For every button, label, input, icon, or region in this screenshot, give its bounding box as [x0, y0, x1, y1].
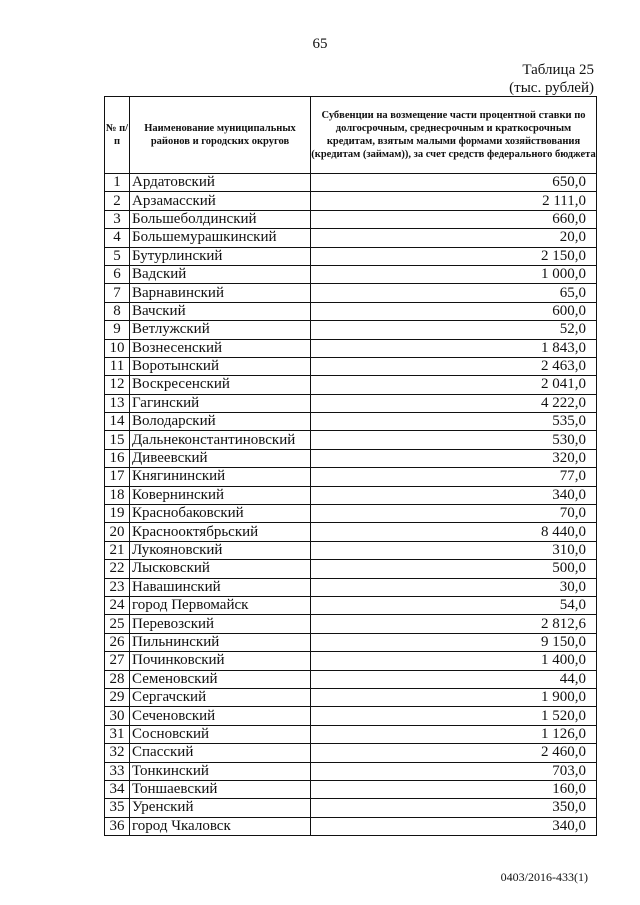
municipality-name: Вознесенский	[130, 339, 311, 357]
subsidy-value: 1 000,0	[311, 265, 597, 283]
row-number: 31	[105, 725, 130, 743]
table-label: Таблица 25	[522, 62, 594, 78]
subsidy-value: 44,0	[311, 670, 597, 688]
municipality-name: Навашинский	[130, 578, 311, 596]
table-row	[105, 780, 597, 798]
municipality-name: Сосновский	[130, 725, 311, 743]
municipality-name: Ардатовский	[130, 174, 311, 192]
row-number: 10	[105, 339, 130, 357]
row-number: 26	[105, 633, 130, 651]
table-row	[105, 725, 597, 743]
table-row	[105, 707, 597, 725]
header-subsidy: Субвенции на возмещение части процентной ставки по долгосрочным, среднесрочным и краткосрочным кредитам, взятым малыми формами хозяйствования (кредитам (займам)), за счет средств федерального бюджета	[311, 97, 597, 174]
table-row	[105, 615, 597, 633]
row-number: 17	[105, 468, 130, 486]
municipality-name: Большемурашкинский	[130, 229, 311, 247]
municipality-name: Вадский	[130, 265, 311, 283]
subsidy-value: 1 520,0	[311, 707, 597, 725]
municipality-name: Вачский	[130, 302, 311, 320]
table-row	[105, 670, 597, 688]
municipality-name: Варнавинский	[130, 284, 311, 302]
municipality-name: Ветлужский	[130, 321, 311, 339]
municipality-name: Сеченовский	[130, 707, 311, 725]
municipality-name: Краснобаковский	[130, 505, 311, 523]
municipality-name: Большеболдинский	[130, 210, 311, 228]
subsidy-value: 1 400,0	[311, 652, 597, 670]
row-number: 15	[105, 431, 130, 449]
table-row	[105, 210, 597, 228]
row-number: 1	[105, 174, 130, 192]
municipality-name: Уренский	[130, 799, 311, 817]
row-number: 7	[105, 284, 130, 302]
row-number: 3	[105, 210, 130, 228]
table-row	[105, 229, 597, 247]
subsidy-value: 340,0	[311, 486, 597, 504]
subsidy-value: 65,0	[311, 284, 597, 302]
table-row	[105, 578, 597, 596]
row-number: 22	[105, 560, 130, 578]
table-row	[105, 449, 597, 467]
municipality-name: Воротынский	[130, 357, 311, 375]
table-header-row	[105, 97, 597, 174]
subsidy-value: 703,0	[311, 762, 597, 780]
subsidy-value: 320,0	[311, 449, 597, 467]
row-number: 5	[105, 247, 130, 265]
row-number: 32	[105, 744, 130, 762]
header-municipality: Наименование муниципальных районов и городских округов	[130, 97, 311, 174]
header-number: № п/п	[105, 97, 130, 174]
subsidy-value: 20,0	[311, 229, 597, 247]
row-number: 16	[105, 449, 130, 467]
subsidy-value: 9 150,0	[311, 633, 597, 651]
municipality-name: Дивеевский	[130, 449, 311, 467]
municipality-name: город Первомайск	[130, 596, 311, 614]
municipality-name: город Чкаловск	[130, 817, 311, 835]
municipality-name: Дальнеконстантиновский	[130, 431, 311, 449]
municipality-name: Семеновский	[130, 670, 311, 688]
table-row	[105, 633, 597, 651]
municipality-name: Лысковский	[130, 560, 311, 578]
table-row	[105, 486, 597, 504]
row-number: 28	[105, 670, 130, 688]
units-label: (тыс. рублей)	[509, 80, 594, 96]
table-row	[105, 688, 597, 706]
subsidy-value: 2 041,0	[311, 376, 597, 394]
table-row	[105, 468, 597, 486]
table-row	[105, 339, 597, 357]
subsidy-value: 1 900,0	[311, 688, 597, 706]
table-row	[105, 652, 597, 670]
table-row	[105, 817, 597, 835]
municipality-name: Лукояновский	[130, 541, 311, 559]
subsidy-table	[104, 96, 597, 836]
table-row	[105, 357, 597, 375]
row-number: 4	[105, 229, 130, 247]
page-number: 65	[312, 36, 328, 52]
subsidy-value: 535,0	[311, 413, 597, 431]
row-number: 36	[105, 817, 130, 835]
table-row	[105, 284, 597, 302]
row-number: 24	[105, 596, 130, 614]
row-number: 33	[105, 762, 130, 780]
table-row	[105, 413, 597, 431]
table-row	[105, 762, 597, 780]
subsidy-value: 1 126,0	[311, 725, 597, 743]
table-row	[105, 321, 597, 339]
row-number: 19	[105, 505, 130, 523]
subsidy-value: 650,0	[311, 174, 597, 192]
subsidy-value: 600,0	[311, 302, 597, 320]
table-row	[105, 192, 597, 210]
row-number: 23	[105, 578, 130, 596]
municipality-name: Пильнинский	[130, 633, 311, 651]
row-number: 6	[105, 265, 130, 283]
document-code: 0403/2016-433(1)	[500, 870, 588, 884]
row-number: 14	[105, 413, 130, 431]
table-row	[105, 523, 597, 541]
municipality-name: Гагинский	[130, 394, 311, 412]
municipality-name: Володарский	[130, 413, 311, 431]
table-row	[105, 744, 597, 762]
subsidy-value: 500,0	[311, 560, 597, 578]
table-row	[105, 376, 597, 394]
table-row	[105, 799, 597, 817]
subsidy-value: 660,0	[311, 210, 597, 228]
municipality-name: Починковский	[130, 652, 311, 670]
row-number: 13	[105, 394, 130, 412]
row-number: 18	[105, 486, 130, 504]
municipality-name: Воскресенский	[130, 376, 311, 394]
table-row	[105, 560, 597, 578]
subsidy-value: 2 463,0	[311, 357, 597, 375]
municipality-name: Краснооктябрьский	[130, 523, 311, 541]
municipality-name: Тоншаевский	[130, 780, 311, 798]
row-number: 11	[105, 357, 130, 375]
table-row	[105, 541, 597, 559]
row-number: 30	[105, 707, 130, 725]
subsidy-value: 8 440,0	[311, 523, 597, 541]
row-number: 25	[105, 615, 130, 633]
subsidy-value: 340,0	[311, 817, 597, 835]
municipality-name: Бутурлинский	[130, 247, 311, 265]
subsidy-value: 2 460,0	[311, 744, 597, 762]
table-row	[105, 431, 597, 449]
municipality-name: Княгининский	[130, 468, 311, 486]
table-row	[105, 174, 597, 192]
table-body	[105, 174, 597, 836]
row-number: 8	[105, 302, 130, 320]
subsidy-value: 52,0	[311, 321, 597, 339]
municipality-name: Ковернинский	[130, 486, 311, 504]
municipality-name: Тонкинский	[130, 762, 311, 780]
row-number: 34	[105, 780, 130, 798]
subsidy-value: 1 843,0	[311, 339, 597, 357]
table-row	[105, 247, 597, 265]
subsidy-value: 350,0	[311, 799, 597, 817]
table-row	[105, 505, 597, 523]
municipality-name: Перевозский	[130, 615, 311, 633]
subsidy-value: 160,0	[311, 780, 597, 798]
table-row	[105, 302, 597, 320]
subsidy-value: 2 812,6	[311, 615, 597, 633]
subsidy-value: 70,0	[311, 505, 597, 523]
row-number: 20	[105, 523, 130, 541]
subsidy-value: 30,0	[311, 578, 597, 596]
municipality-name: Спасский	[130, 744, 311, 762]
subsidy-value: 530,0	[311, 431, 597, 449]
row-number: 9	[105, 321, 130, 339]
row-number: 35	[105, 799, 130, 817]
subsidy-value: 2 150,0	[311, 247, 597, 265]
row-number: 2	[105, 192, 130, 210]
row-number: 12	[105, 376, 130, 394]
subsidy-value: 54,0	[311, 596, 597, 614]
municipality-name: Сергачский	[130, 688, 311, 706]
row-number: 29	[105, 688, 130, 706]
subsidy-value: 4 222,0	[311, 394, 597, 412]
municipality-name: Арзамасский	[130, 192, 311, 210]
subsidy-value: 2 111,0	[311, 192, 597, 210]
table-row	[105, 596, 597, 614]
row-number: 27	[105, 652, 130, 670]
subsidy-value: 77,0	[311, 468, 597, 486]
table-row	[105, 394, 597, 412]
table-row	[105, 265, 597, 283]
row-number: 21	[105, 541, 130, 559]
subsidy-value: 310,0	[311, 541, 597, 559]
